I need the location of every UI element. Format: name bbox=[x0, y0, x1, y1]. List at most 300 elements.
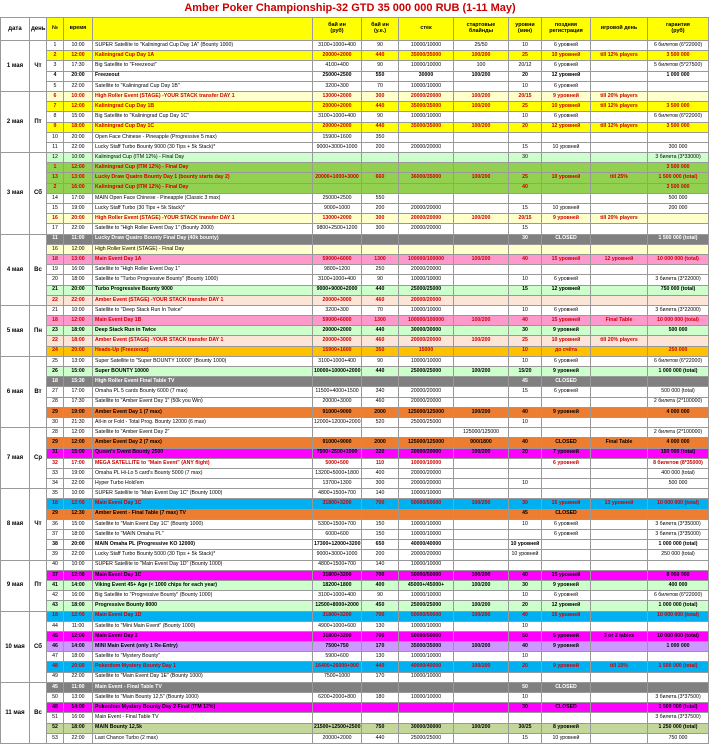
cell-guarantee bbox=[648, 91, 709, 101]
cell-late-reg bbox=[542, 479, 591, 489]
cell-num: 48 bbox=[47, 703, 64, 713]
cell-time: 12:00 bbox=[64, 102, 93, 112]
cell-buyin-ue: 700 bbox=[362, 499, 399, 509]
cell-time: 22:00 bbox=[64, 295, 93, 305]
cell-guarantee: 500 000 bbox=[648, 479, 709, 489]
cell-event-name: Lucky Staff Turbo Bounty 9000 (30 Tips + 5k Stack)* bbox=[93, 142, 313, 152]
table-row bbox=[1, 173, 709, 183]
cell-event-name: Pokerdom Mystery Bounty Day 1 bbox=[93, 662, 313, 672]
cell-start-blinds bbox=[454, 275, 509, 285]
cell-late-reg: CLOSED bbox=[542, 509, 591, 519]
cell-game-day bbox=[591, 265, 648, 275]
cell-guarantee bbox=[648, 214, 709, 224]
cell-game-day bbox=[591, 519, 648, 529]
cell-game-day bbox=[591, 377, 648, 387]
cell-time: 20:00 bbox=[64, 540, 93, 550]
cell-buyin-rub: 4100+400 bbox=[313, 61, 362, 71]
cell-game-day: till 15% bbox=[591, 662, 648, 672]
cell-event-name: Queen's Event Bounty 2500 bbox=[93, 448, 313, 458]
cell-guarantee: 150 000 (total) bbox=[648, 448, 709, 458]
cell-guarantee bbox=[648, 417, 709, 427]
cell-num: 19 bbox=[47, 265, 64, 275]
cell-num: 8 bbox=[47, 112, 64, 122]
cell-stack: 20000/20000 bbox=[399, 448, 454, 458]
cell-buyin-ue: 520 bbox=[362, 417, 399, 427]
cell-start-blinds bbox=[454, 193, 509, 203]
cell-late-reg bbox=[542, 652, 591, 662]
table-row bbox=[1, 224, 709, 234]
cell-event-name: Satellite to "Turbo Progressive Bounty" (Bounty 1000) bbox=[93, 275, 313, 285]
cell-time: 12:00 bbox=[64, 611, 93, 621]
cell-guarantee: 1 000 000 (total) bbox=[648, 367, 709, 377]
cell-late-reg: 6 уровней bbox=[542, 591, 591, 601]
cell-game-day bbox=[591, 621, 648, 631]
cell-game-day bbox=[591, 693, 648, 703]
cell-time: 22:00 bbox=[64, 550, 93, 560]
cell-late-reg: 6 уровней bbox=[542, 519, 591, 529]
cell-guarantee: 3 билета (3*35000) bbox=[648, 530, 709, 540]
cell-game-day bbox=[591, 397, 648, 407]
cell-guarantee: 3 билета (3*22000) bbox=[648, 305, 709, 315]
cell-game-day bbox=[591, 468, 648, 478]
cell-event-name: Satellite to "High Roller Event Day 1" bbox=[93, 265, 313, 275]
cell-start-blinds bbox=[454, 224, 509, 234]
cell-time: 14:00 bbox=[64, 703, 93, 713]
cell-time: 11:00 bbox=[64, 234, 93, 244]
cell-game-day: till 20% players bbox=[591, 336, 648, 346]
cell-time: 12:00 bbox=[64, 163, 93, 173]
cell-event-name: Freezeout bbox=[93, 71, 313, 81]
cell-buyin-rub: 20000+1000+3000 bbox=[313, 173, 362, 183]
cell-stack: 20000/20000 bbox=[399, 265, 454, 275]
cell-late-reg: 15 уровней bbox=[542, 611, 591, 621]
cell-game-day bbox=[591, 733, 648, 743]
cell-levels: 10 уровней bbox=[509, 550, 542, 560]
cell-late-reg bbox=[542, 224, 591, 234]
row-date: 1 мая bbox=[1, 41, 30, 92]
cell-num: 44 bbox=[47, 621, 64, 631]
cell-buyin-ue: 440 bbox=[362, 122, 399, 132]
cell-late-reg: 9 уровней bbox=[542, 214, 591, 224]
cell-levels: 10 bbox=[509, 81, 542, 91]
cell-stack: 10000/10000 bbox=[399, 621, 454, 631]
cell-levels: 40 bbox=[509, 570, 542, 580]
cell-game-day: till 12% players bbox=[591, 122, 648, 132]
cell-buyin-rub: 7500+1000 bbox=[313, 672, 362, 682]
cell-late-reg bbox=[542, 693, 591, 703]
cell-num: 18 bbox=[47, 499, 64, 509]
cell-buyin-rub bbox=[313, 377, 362, 387]
cell-start-blinds bbox=[454, 489, 509, 499]
table-row bbox=[1, 81, 709, 91]
cell-levels: 30 bbox=[509, 580, 542, 590]
cell-late-reg bbox=[542, 397, 591, 407]
cell-time: 22:00 bbox=[64, 672, 93, 682]
cell-event-name: Amber Event Day 2 (7 max) bbox=[93, 438, 313, 448]
cell-event-name: Viking Event 45+ Age (< 1000 chips for each year) bbox=[93, 580, 313, 590]
cell-num: 37 bbox=[47, 570, 64, 580]
cell-guarantee: 2 билета (2*100000) bbox=[648, 428, 709, 438]
cell-guarantee: 1 000 000 (total) bbox=[648, 540, 709, 550]
cell-late-reg bbox=[542, 153, 591, 163]
cell-num: 49 bbox=[47, 672, 64, 682]
cell-game-day bbox=[591, 672, 648, 682]
cell-start-blinds: 100/200 bbox=[454, 102, 509, 112]
cell-stack: 10000/10000 bbox=[399, 41, 454, 51]
cell-levels: 15 bbox=[509, 142, 542, 152]
cell-start-blinds bbox=[454, 163, 509, 173]
cell-buyin-ue: 90 bbox=[362, 61, 399, 71]
cell-time: 10:00 bbox=[64, 153, 93, 163]
cell-guarantee: 6 билетов (6*22000) bbox=[648, 112, 709, 122]
cell-event-name: Kaliningrad Cup Day 1A bbox=[93, 51, 313, 61]
cell-game-day: till 12% players bbox=[591, 102, 648, 112]
cell-stack bbox=[399, 428, 454, 438]
cell-levels: 20 bbox=[509, 71, 542, 81]
table-row bbox=[1, 41, 709, 51]
cell-event-name: Satellite to "MAIN Omaha PL" bbox=[93, 530, 313, 540]
cell-event-name: Main Event Day 2 bbox=[93, 631, 313, 641]
cell-late-reg: 9 уровней bbox=[542, 91, 591, 101]
cell-guarantee: 1 500 000 (total) bbox=[648, 703, 709, 713]
cell-levels: 20/15 bbox=[509, 91, 542, 101]
table-row bbox=[1, 356, 709, 366]
cell-buyin-rub: 20000+2000 bbox=[313, 733, 362, 743]
cell-late-reg: CLOSED bbox=[542, 682, 591, 692]
cell-late-reg: 6 уровней bbox=[542, 458, 591, 468]
cell-game-day bbox=[591, 580, 648, 590]
cell-levels: 30 bbox=[509, 326, 542, 336]
cell-start-blinds bbox=[454, 112, 509, 122]
cell-start-blinds bbox=[454, 265, 509, 275]
cell-num: 18 bbox=[47, 254, 64, 264]
cell-num: 48 bbox=[47, 662, 64, 672]
cell-guarantee: 500 000 bbox=[648, 193, 709, 203]
cell-buyin-rub: 3200+300 bbox=[313, 305, 362, 315]
cell-levels: 10 bbox=[509, 621, 542, 631]
cell-num: 2 bbox=[47, 183, 64, 193]
cell-time: 18:00 bbox=[64, 326, 93, 336]
cell-buyin-rub: 7500+750 bbox=[313, 642, 362, 652]
row-weekday: Сб bbox=[30, 611, 47, 682]
cell-game-day bbox=[591, 285, 648, 295]
cell-game-day bbox=[591, 540, 648, 550]
cell-guarantee bbox=[648, 652, 709, 662]
table-row bbox=[1, 336, 709, 346]
cell-game-day bbox=[591, 417, 648, 427]
cell-event-name: Lucky Staff Turbo Bounty 5000 (30 Tips + 5k Stack)* bbox=[93, 550, 313, 560]
cell-event-name: Satellite to "Mystery Bounty" bbox=[93, 652, 313, 662]
cell-buyin-rub: 4800+1500+700 bbox=[313, 489, 362, 499]
cell-game-day bbox=[591, 193, 648, 203]
cell-start-blinds bbox=[454, 713, 509, 723]
cell-event-name: Main Event - Final Table TV bbox=[93, 682, 313, 692]
cell-time: 12:00 bbox=[64, 51, 93, 61]
cell-time: 18:00 bbox=[64, 601, 93, 611]
cell-time: 18:00 bbox=[64, 275, 93, 285]
cell-stack: 40000/40000 bbox=[399, 540, 454, 550]
cell-event-name: MEGA SATELLITE to "Main Event" (ANY flight) bbox=[93, 458, 313, 468]
cell-levels bbox=[509, 193, 542, 203]
cell-stack bbox=[399, 132, 454, 142]
cell-guarantee: 500 000 bbox=[648, 326, 709, 336]
table-row bbox=[1, 550, 709, 560]
cell-game-day bbox=[591, 305, 648, 315]
cell-event-name: Pokerdom Mystery Bounty Day 2 Final (ITM 12%) bbox=[93, 703, 313, 713]
col-game-day: игровой день bbox=[591, 18, 648, 41]
cell-game-day bbox=[591, 601, 648, 611]
cell-time: 12:00 bbox=[64, 316, 93, 326]
cell-num: 28 bbox=[47, 428, 64, 438]
cell-time: 12:00 bbox=[64, 570, 93, 580]
cell-buyin-ue bbox=[362, 153, 399, 163]
cell-num: 2 bbox=[47, 51, 64, 61]
cell-buyin-ue: 150 bbox=[362, 530, 399, 540]
cell-stack: 20000/20000 bbox=[399, 468, 454, 478]
cell-guarantee: 10 000 000 (total) bbox=[648, 499, 709, 509]
cell-stack: 25000/25000 bbox=[399, 285, 454, 295]
cell-late-reg bbox=[542, 468, 591, 478]
table-row bbox=[1, 387, 709, 397]
cell-event-name: SUPER Satellite to "Main Event Day 1C" (Bounty 1000) bbox=[93, 489, 313, 499]
cell-buyin-rub: 9000+3000+1000 bbox=[313, 550, 362, 560]
cell-levels: 10 bbox=[509, 519, 542, 529]
cell-start-blinds: 100/200 bbox=[454, 122, 509, 132]
cell-stack: 35000/35000 bbox=[399, 51, 454, 61]
cell-event-name: Kaliningrad Cup Day 1C bbox=[93, 122, 313, 132]
cell-time: 14:00 bbox=[64, 580, 93, 590]
cell-start-blinds bbox=[454, 682, 509, 692]
cell-guarantee bbox=[648, 295, 709, 305]
cell-time: 18:00 bbox=[64, 336, 93, 346]
cell-buyin-ue: 460 bbox=[362, 295, 399, 305]
row-weekday: Ср bbox=[30, 428, 47, 489]
cell-levels: 50 bbox=[509, 682, 542, 692]
table-row bbox=[1, 652, 709, 662]
cell-num: 18 bbox=[47, 377, 64, 387]
cell-event-name: High Roller Event (STAGE) -YOUR STACK transfer DAY 1 bbox=[93, 91, 313, 101]
cell-event-name: Amber Event (STAGE) -YOUR STACK transfer DAY 1 bbox=[93, 295, 313, 305]
cell-start-blinds bbox=[454, 132, 509, 142]
cell-stack: 45000+/45000+ bbox=[399, 580, 454, 590]
cell-game-day bbox=[591, 713, 648, 723]
cell-num: 1 bbox=[47, 163, 64, 173]
cell-late-reg: 15 уровней bbox=[542, 499, 591, 509]
cell-start-blinds bbox=[454, 631, 509, 641]
col-buyin-ue bbox=[362, 18, 399, 41]
cell-event-name: Amber Event Day 1 (7 max) bbox=[93, 407, 313, 417]
cell-event-name: All-in or Fold - Total Prog. Bounty 12000 (6 max) bbox=[93, 417, 313, 427]
cell-buyin-rub: 13200+5000+1800 bbox=[313, 468, 362, 478]
table-row bbox=[1, 326, 709, 336]
cell-game-day: till 20% players bbox=[591, 214, 648, 224]
cell-game-day: till 25% bbox=[591, 173, 648, 183]
cell-event-name: Satellite to "Deep Stack Run In Twice" bbox=[93, 305, 313, 315]
cell-buyin-rub: 31800+3200 bbox=[313, 611, 362, 621]
col-buyin-ue-line1: бай ин bbox=[371, 22, 389, 29]
cell-buyin-ue bbox=[362, 183, 399, 193]
cell-levels bbox=[509, 295, 542, 305]
cell-guarantee: 200 000 bbox=[648, 204, 709, 214]
table-row bbox=[1, 499, 709, 509]
cell-levels: 25 bbox=[509, 51, 542, 61]
cell-levels bbox=[509, 468, 542, 478]
cell-start-blinds bbox=[454, 703, 509, 713]
cell-start-blinds: 100/200 bbox=[454, 662, 509, 672]
cell-late-reg: 6 уровней bbox=[542, 275, 591, 285]
table-row bbox=[1, 132, 709, 142]
cell-num: 21 bbox=[47, 305, 64, 315]
cell-late-reg: 5 уровней bbox=[542, 631, 591, 641]
cell-time: 15:00 bbox=[64, 448, 93, 458]
cell-stack bbox=[399, 183, 454, 193]
cell-event-name: Kaliningrad Cup (ITM 12%) - Final Day bbox=[93, 183, 313, 193]
cell-levels: 20/15 bbox=[509, 214, 542, 224]
cell-levels: 10 bbox=[509, 479, 542, 489]
cell-event-name: MAIN Bounty 12,5k bbox=[93, 723, 313, 733]
cell-buyin-ue: 400 bbox=[362, 580, 399, 590]
cell-stack: 15000 bbox=[399, 346, 454, 356]
table-row bbox=[1, 163, 709, 173]
cell-buyin-ue: 440 bbox=[362, 51, 399, 61]
col-blinds-line2: блайнды bbox=[468, 28, 494, 34]
cell-num: 29 bbox=[47, 407, 64, 417]
cell-game-day bbox=[591, 234, 648, 244]
cell-buyin-rub: 3100+1000+400 bbox=[313, 356, 362, 366]
cell-buyin-ue: 90 bbox=[362, 112, 399, 122]
cell-stack: 30000/30000 bbox=[399, 723, 454, 733]
col-guarantee bbox=[648, 18, 709, 41]
cell-game-day bbox=[591, 703, 648, 713]
cell-stack: 35000/35000 bbox=[399, 102, 454, 112]
cell-num: 22 bbox=[47, 295, 64, 305]
col-num: № bbox=[47, 18, 64, 41]
cell-time: 12:00 bbox=[64, 244, 93, 254]
cell-guarantee: 10 000 000 (total) bbox=[648, 254, 709, 264]
cell-num: 32 bbox=[47, 458, 64, 468]
cell-start-blinds bbox=[454, 295, 509, 305]
cell-start-blinds: 100/200 bbox=[454, 254, 509, 264]
cell-buyin-ue: 460 bbox=[362, 397, 399, 407]
col-name bbox=[93, 18, 313, 41]
cell-late-reg bbox=[542, 193, 591, 203]
cell-time: 10:00 bbox=[64, 41, 93, 51]
cell-start-blinds bbox=[454, 591, 509, 601]
cell-buyin-ue: 450 bbox=[362, 601, 399, 611]
cell-stack: 10000/10000 bbox=[399, 356, 454, 366]
cell-guarantee: 3 билета (3*37500) bbox=[648, 693, 709, 703]
cell-stack bbox=[399, 244, 454, 254]
cell-num: 3 bbox=[47, 61, 64, 71]
cell-buyin-ue: 140 bbox=[362, 560, 399, 570]
table-body bbox=[1, 41, 709, 744]
cell-buyin-rub: 13000+2000 bbox=[313, 91, 362, 101]
cell-time: 22:00 bbox=[64, 142, 93, 152]
cell-time: 21:30 bbox=[64, 417, 93, 427]
cell-late-reg: 10 уровней bbox=[542, 173, 591, 183]
table-row bbox=[1, 458, 709, 468]
cell-num: 18 bbox=[47, 611, 64, 621]
cell-stack: 10000/10000 bbox=[399, 672, 454, 682]
cell-buyin-ue: 2000 bbox=[362, 438, 399, 448]
cell-levels: 30 bbox=[509, 703, 542, 713]
cell-num: 10 bbox=[47, 132, 64, 142]
cell-late-reg bbox=[542, 428, 591, 438]
cell-buyin-ue: 250 bbox=[362, 265, 399, 275]
cell-event-name: Progressive Bounty 8000 bbox=[93, 601, 313, 611]
cell-num: 31 bbox=[47, 448, 64, 458]
cell-levels: 20/12 bbox=[509, 61, 542, 71]
cell-event-name: Satellite to "Main Event Day 1C" (Bounty 1000) bbox=[93, 519, 313, 529]
cell-stack: 25000/25000 bbox=[399, 733, 454, 743]
cell-guarantee: 8 билетов (8*35000) bbox=[648, 458, 709, 468]
col-levels bbox=[509, 18, 542, 41]
cell-start-blinds bbox=[454, 377, 509, 387]
cell-buyin-rub: 20000+3000 bbox=[313, 397, 362, 407]
cell-guarantee: 500 000 (total) bbox=[648, 387, 709, 397]
cell-game-day bbox=[591, 367, 648, 377]
table-row bbox=[1, 672, 709, 682]
cell-event-name: Main Event Day 1D bbox=[93, 611, 313, 621]
cell-event-name: Deep Stack Run in Twice bbox=[93, 326, 313, 336]
col-buyin-ue-line2: (у.е.) bbox=[373, 28, 387, 34]
cell-levels bbox=[509, 244, 542, 254]
cell-guarantee bbox=[648, 560, 709, 570]
cell-game-day bbox=[591, 81, 648, 91]
cell-buyin-rub: 20000+3000 bbox=[313, 295, 362, 305]
cell-stack: 40000/40000 bbox=[399, 662, 454, 672]
cell-start-blinds: 900/1800 bbox=[454, 438, 509, 448]
cell-buyin-rub bbox=[313, 713, 362, 723]
cell-start-blinds: 100/200 bbox=[454, 173, 509, 183]
cell-guarantee: 10 000 000 (total) bbox=[648, 611, 709, 621]
cell-time: 18:00 bbox=[64, 652, 93, 662]
cell-levels: 25 bbox=[509, 173, 542, 183]
cell-late-reg: 9 уровней bbox=[542, 580, 591, 590]
cell-late-reg: 6 уровней bbox=[542, 41, 591, 51]
cell-game-day: till 12% players bbox=[591, 51, 648, 61]
cell-guarantee: 1 000 000 (total) bbox=[648, 601, 709, 611]
cell-late-reg: CLOSED bbox=[542, 703, 591, 713]
cell-guarantee: 3 500 000 bbox=[648, 163, 709, 173]
cell-time: 13:00 bbox=[64, 173, 93, 183]
cell-game-day: Final Table bbox=[591, 316, 648, 326]
cell-event-name: Open Face Chinese - Pineapple (Progressive 5 max) bbox=[93, 132, 313, 142]
cell-stack: 20000/20000 bbox=[399, 295, 454, 305]
cell-late-reg: 15 уровней bbox=[542, 570, 591, 580]
cell-start-blinds bbox=[454, 387, 509, 397]
cell-late-reg bbox=[542, 560, 591, 570]
cell-start-blinds: 100 bbox=[454, 61, 509, 71]
cell-guarantee: 750 000 (total) bbox=[648, 285, 709, 295]
cell-stack bbox=[399, 163, 454, 173]
cell-event-name: Satellite to "Main Event Day 1E" (Bounty 1000) bbox=[93, 672, 313, 682]
cell-late-reg: 10 уровней bbox=[542, 733, 591, 743]
cell-start-blinds bbox=[454, 285, 509, 295]
row-date: 6 мая bbox=[1, 356, 30, 427]
cell-game-day bbox=[591, 224, 648, 234]
cell-guarantee: 6 билетов (6*22000) bbox=[648, 591, 709, 601]
row-weekday: Пт bbox=[30, 560, 47, 611]
cell-stack: 25000/25000 bbox=[399, 367, 454, 377]
table-row bbox=[1, 580, 709, 590]
cell-game-day bbox=[591, 448, 648, 458]
cell-start-blinds bbox=[454, 81, 509, 91]
cell-guarantee bbox=[648, 621, 709, 631]
table-row bbox=[1, 733, 709, 743]
cell-stack: 25000/25000 bbox=[399, 417, 454, 427]
cell-time: 15:30 bbox=[64, 377, 93, 387]
